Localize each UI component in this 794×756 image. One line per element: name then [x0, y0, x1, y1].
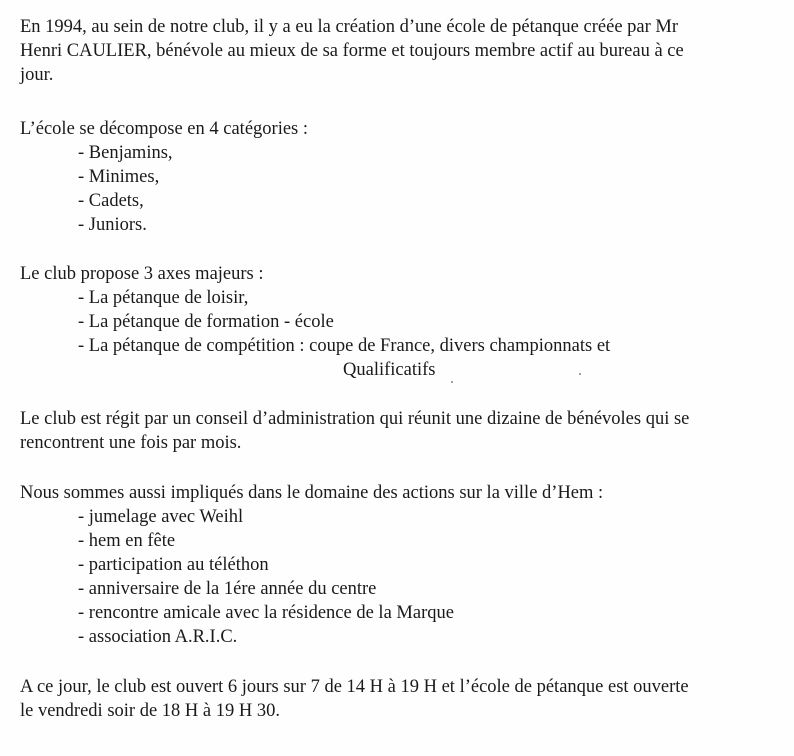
intro-line-1: En 1994, au sein de notre club, il y a eu la création d’une école de pétanque créée par Mr: [20, 17, 679, 37]
action-item: - association A.R.I.C.: [78, 627, 238, 647]
category-item: - Juniors.: [78, 215, 147, 235]
hours-line-1: A ce jour, le club est ouvert 6 jours sur 7 de 14 H à 19 H et l’école de pétanque est ouverte: [20, 677, 689, 697]
category-item: - Minimes,: [78, 167, 160, 187]
axis-item: - La pétanque de formation - école: [78, 312, 334, 332]
action-item: - hem en fête: [78, 531, 176, 551]
scan-speck: [451, 381, 453, 383]
action-item: - rencontre amicale avec la résidence de la Marque: [78, 603, 454, 623]
axis-item-continuation: Qualificatifs: [343, 360, 436, 380]
intro-line-3: jour.: [20, 65, 54, 85]
action-item: - anniversaire de la 1ére année du centre: [78, 579, 377, 599]
actions-heading: Nous sommes aussi impliqués dans le domaine des actions sur la ville d’Hem :: [20, 483, 604, 503]
action-item: - jumelage avec Weihl: [78, 507, 244, 527]
council-line-1: Le club est régit par un conseil d’administration qui réunit une dizaine de bénévoles qui se: [20, 409, 690, 429]
axis-item: - La pétanque de compétition : coupe de France, divers championnats et: [78, 336, 611, 356]
categories-heading: L’école se décompose en 4 catégories :: [20, 119, 309, 139]
scan-speck: [579, 373, 581, 375]
action-item: - participation au téléthon: [78, 555, 269, 575]
category-item: - Cadets,: [78, 191, 144, 211]
axis-item: - La pétanque de loisir,: [78, 288, 249, 308]
category-item: - Benjamins,: [78, 143, 173, 163]
hours-line-2: le vendredi soir de 18 H à 19 H 30.: [20, 701, 280, 721]
intro-line-2: Henri CAULIER, bénévole au mieux de sa forme et toujours membre actif au bureau à ce: [20, 41, 684, 61]
axes-heading: Le club propose 3 axes majeurs :: [20, 264, 264, 284]
council-line-2: rencontrent une fois par mois.: [20, 433, 242, 453]
